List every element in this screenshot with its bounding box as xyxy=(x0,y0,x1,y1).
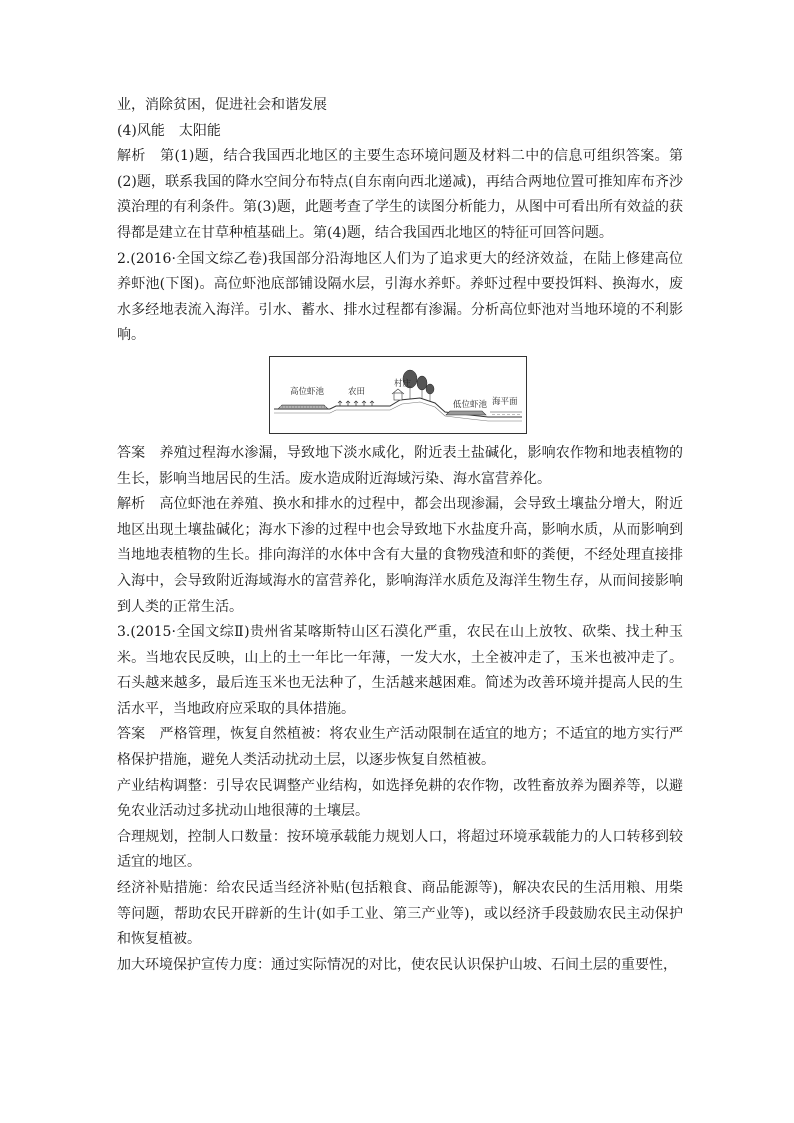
paragraph: 业，消除贫困，促进社会和谐发展 xyxy=(117,97,327,113)
label-village: 村庄 xyxy=(394,378,412,389)
label-low-pond: 低位虾池 xyxy=(453,399,488,410)
label-sea-level: 海平面 xyxy=(492,396,518,407)
question-3: 3.(2015·全国文综Ⅱ)贵州省某喀斯特山区石漠化严重，农民在山上放牧、砍柴、找土种玉米。当地农民反映，山上的土一年比一年薄，一发大水，土全被冲走了，玉米也被冲走了。石头越来越多，最后连玉米也无法种了，生活越来越困难。简述为改善环境并提高人民的生活水平，当地政府应采取的具体措施。 xyxy=(117,624,683,717)
label-farmland: 农田 xyxy=(348,386,366,397)
shrimp-pond-diagram xyxy=(269,356,527,434)
figure-container xyxy=(117,349,683,441)
explanation-2: 解析 高位虾池在养殖、换水和排水的过程中，都会出现渗漏，会导致土壤盐分增大，附近地区出现土壤盐碱化；海水下渗的过程中也会导致地下水盐度升高，影响水质，从而影响到当地地表植物的生长。排向海洋的水体中含有大量的食物残渣和虾的粪便，不经处理直接排入海中，会导致附近海域海水的富营养化，影响海洋水质危及海洋生物生存，从而间接影响到人类的正常生活。 xyxy=(117,496,683,615)
answer-3-item-3: 合理规划，控制人口数量：按环境承载能力规划人口，将超过环境承载能力的人口转移到较适宜的地区。 xyxy=(117,828,683,871)
page-content xyxy=(117,93,683,978)
explanation-paragraph: 解析 第(1)题，结合我国西北地区的主要生态环境问题及材料二中的信息可组织答案。第(2)题，联系我国的降水空间分布特点(自东南向西北递减)，再结合两地位置可推知库布齐沙漠治理的有利条件。第(3)题，此题考查了学生的读图分析能力，从图中可看出所有效益的获得都是建立在甘草种植基础上。第(4)题，结合我国西北地区的特征可回答问题。 xyxy=(117,148,683,241)
question-2: 2.(2016·全国文综乙卷)我国部分沿海地区人们为了追求更大的经济效益，在陆上修建高位养虾池(下图)。高位虾池底部铺设隔水层，引海水养虾。养虾过程中要投饵料、换海水，废水多经地表流入海洋。引水、蓄水、排水过程都有渗漏。分析高位虾池对当地环境的不利影响。 xyxy=(117,250,683,344)
answer-3-item-4: 经济补贴措施：给农民适当经济补贴(包括粮食、商品能源等)，解决农民的生活用粮、用柴等问题，帮助农民开辟新的生计(如手工业、第三产业等)，或以经济手段鼓励农民主动保护和恢复植被。 xyxy=(117,880,683,948)
answer-3-item-2: 产业结构调整：引导农民调整产业结构，如选择免耕的农作物，改牲畜放养为圈养等，以避免农业活动过多扰动山地很薄的土壤层。 xyxy=(117,777,683,820)
answer-3-item-1: 答案 严格管理，恢复自然植被：将农业生产活动限制在适宜的地方；不适宜的地方实行严格保护措施，避免人类活动扰动土层，以逐步恢复自然植被。 xyxy=(117,726,683,769)
answer-2: 答案 养殖过程海水渗漏，导致地下淡水咸化，附近表土盐碱化，影响农作物和地表植物的生长，影响当地居民的生活。废水造成附近海域污染、海水富营养化。 xyxy=(117,444,683,487)
answer-item-4: (4)风能 太阳能 xyxy=(117,122,221,139)
answer-3-item-5: 加大环境保护宣传力度：通过实际情况的对比，使农民认识保护山坡、石间土层的重要性， xyxy=(117,956,677,973)
label-high-pond: 高位虾池 xyxy=(290,386,325,397)
